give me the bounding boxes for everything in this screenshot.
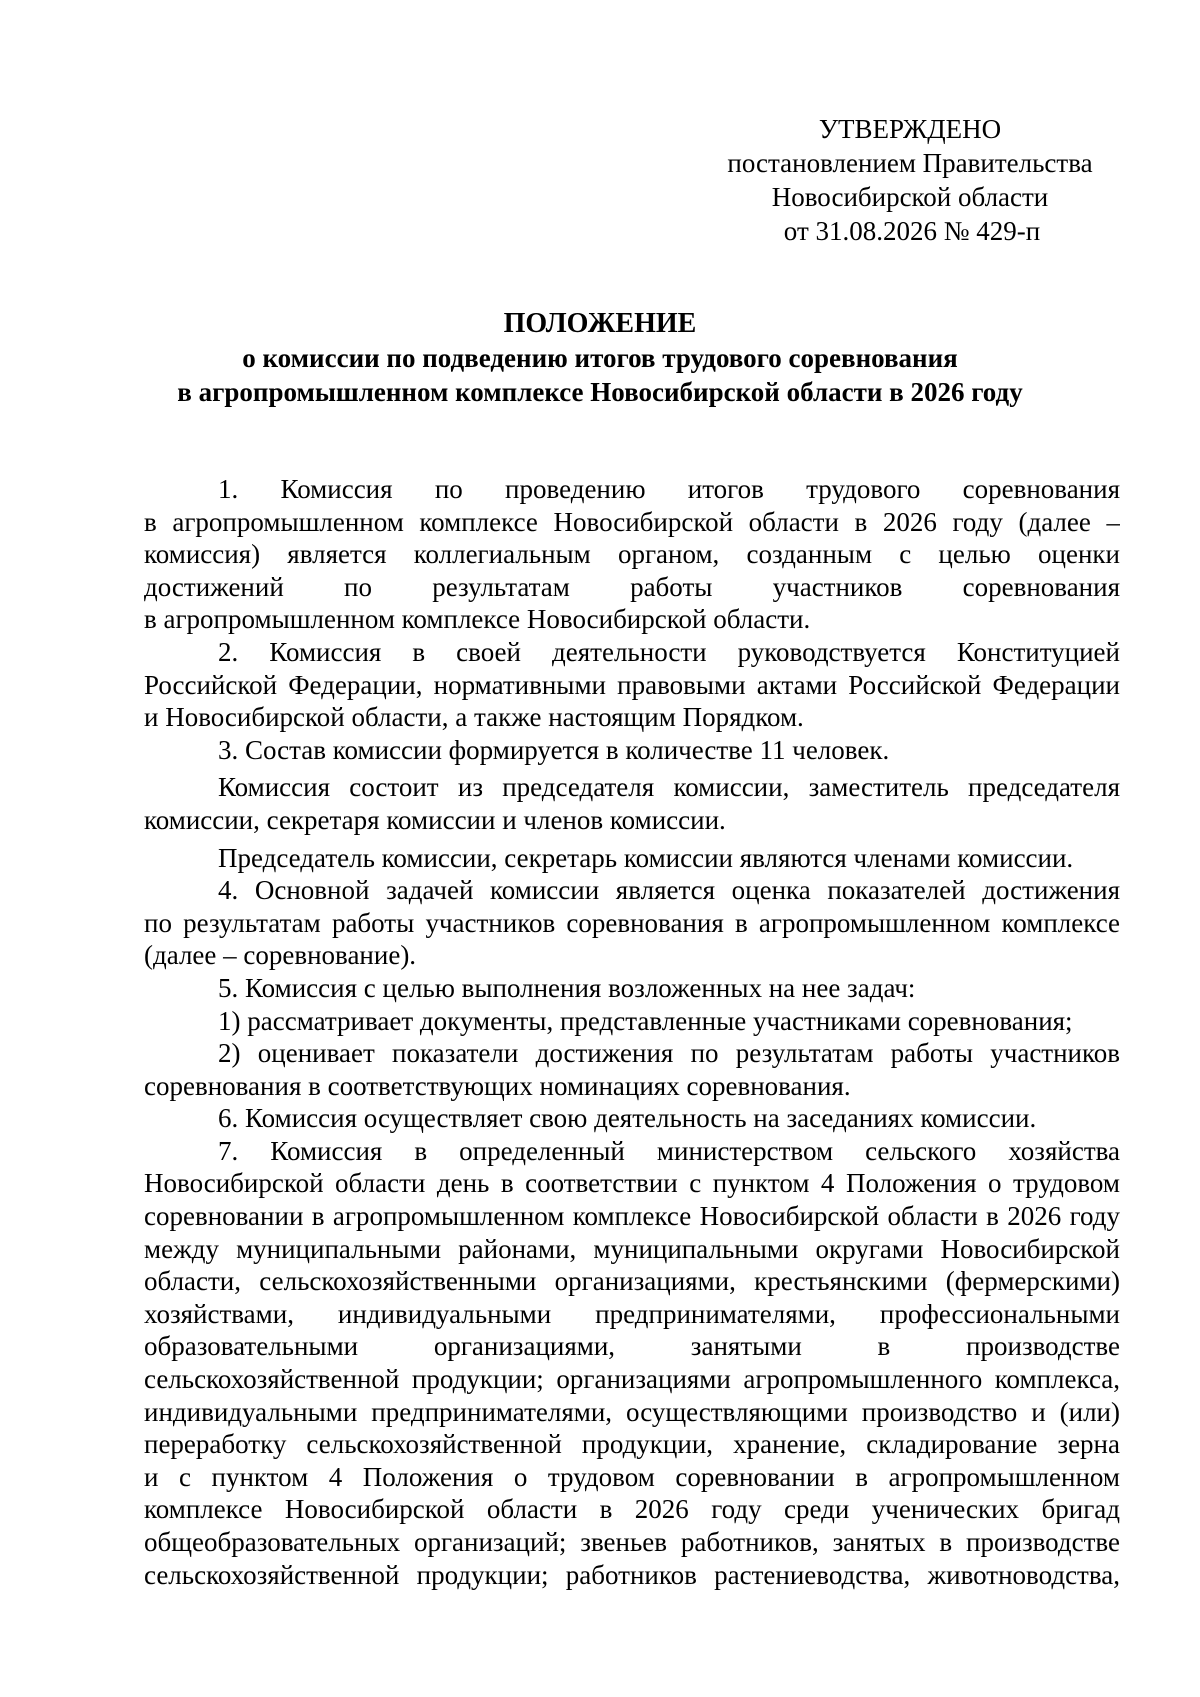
clause-2 bbox=[144, 636, 1120, 734]
text-line: сельскохозяйственной продукции; организациями агропромышленного комплекса, bbox=[144, 1364, 1120, 1395]
approval-heading: УТВЕРЖДЕНО bbox=[818, 114, 1002, 144]
text-line: 4. Основной задачей комиссии является оценка показателей достижения bbox=[218, 875, 1120, 906]
clause-4 bbox=[144, 874, 1120, 972]
approval-region: Новосибирской области bbox=[771, 182, 1049, 212]
text-line: 2) оценивает показатели достижения по результатам работы участников bbox=[218, 1038, 1120, 1069]
clause-3 bbox=[144, 734, 1120, 767]
text-line: соревновании в агропромышленном комплексе Новосибирской области в 2026 году bbox=[144, 1201, 1120, 1232]
text-line: 1. Комиссия по проведению итогов трудового соревнования bbox=[218, 474, 1120, 504]
document-body bbox=[144, 473, 1120, 1591]
title-subtitle-line-2: в агропромышленном комплексе Новосибирской области в 2026 году bbox=[177, 377, 1023, 407]
clause-6 bbox=[144, 1102, 1120, 1135]
clause-5-item-1 bbox=[144, 1005, 1120, 1038]
text-line: комплексе Новосибирской области в 2026 году среди ученических бригад bbox=[144, 1494, 1120, 1525]
text-line: сельскохозяйственной продукции; работников растениеводства, животноводства, bbox=[144, 1559, 1120, 1590]
approval-stamp bbox=[700, 112, 1120, 248]
text-line: в агропромышленном комплексе Новосибирской области в 2026 году (далее – bbox=[144, 506, 1120, 537]
text-line: Председатель комиссии, секретарь комиссии являются членами комиссии. bbox=[218, 842, 1074, 873]
clause-7 bbox=[144, 1135, 1120, 1591]
text-line: 6. Комиссия осуществляет свою деятельность на заседаниях комиссии. bbox=[218, 1103, 1037, 1134]
text-line: области, сельскохозяйственными организациями, крестьянскими (фермерскими) bbox=[144, 1266, 1120, 1297]
clause-3-members bbox=[144, 842, 1120, 875]
clause-5 bbox=[144, 972, 1120, 1005]
text-line: хозяйствами, индивидуальными предпринимателями, профессиональными bbox=[144, 1298, 1120, 1329]
text-line: переработку сельскохозяйственной продукции, хранение, складирование зерна bbox=[144, 1429, 1120, 1460]
text-line: (далее – соревнование). bbox=[144, 940, 417, 971]
text-line: индивидуальными предпринимателями, осуществляющими производство и (или) bbox=[144, 1396, 1120, 1427]
text-line: Новосибирской области день в соответствии с пунктом 4 Положения о трудовом bbox=[144, 1168, 1120, 1199]
text-line: образовательными организациями, занятыми в производстве bbox=[144, 1331, 1120, 1362]
text-line: соревнования в соответствующих номинациях соревнования. bbox=[144, 1070, 851, 1101]
text-line: между муниципальными районами, муниципальными округами Новосибирской bbox=[144, 1233, 1120, 1264]
title-subtitle-line-1: о комиссии по подведению итогов трудового соревнования bbox=[242, 343, 958, 373]
approval-date-number: от 31.08.2026 № 429-п bbox=[783, 216, 1041, 246]
clause-1 bbox=[144, 473, 1120, 636]
text-line: Комиссия состоит из председателя комиссии, заместитель председателя bbox=[218, 772, 1120, 803]
text-line: 1) рассматривает документы, представленные участниками соревнования; bbox=[218, 1005, 1073, 1036]
clause-5-item-2 bbox=[144, 1037, 1120, 1102]
title-main: ПОЛОЖЕНИЕ bbox=[503, 308, 697, 339]
text-line: в агропромышленном комплексе Новосибирской области. bbox=[144, 604, 811, 635]
text-line: общеобразовательных организаций; звеньев работников, занятых в производстве bbox=[144, 1527, 1120, 1557]
text-line: достижений по результатам работы участников соревнования bbox=[144, 571, 1120, 602]
text-line: 2. Комиссия в своей деятельности руководствуется Конституцией bbox=[218, 636, 1120, 667]
text-line: 3. Состав комиссии формируется в количестве 11 человек. bbox=[218, 734, 890, 765]
text-line: и с пунктом 4 Положения о трудовом соревновании в агропромышленном bbox=[144, 1461, 1120, 1492]
text-line: комиссии, секретаря комиссии и членов комиссии. bbox=[144, 804, 726, 835]
text-line: комиссия) является коллегиальным органом, созданным с целью оценки bbox=[144, 539, 1120, 570]
text-line: по результатам работы участников соревнования в агропромышленном комплексе bbox=[144, 907, 1120, 938]
text-line: 5. Комиссия с целью выполнения возложенных на нее задач: bbox=[218, 972, 916, 1003]
text-line: Российской Федерации, нормативными правовыми актами Российской Федерации bbox=[144, 669, 1120, 700]
approval-issuer: постановлением Правительства bbox=[727, 148, 1093, 178]
clause-3-composition bbox=[144, 771, 1120, 836]
document-title bbox=[100, 307, 1100, 409]
text-line: 7. Комиссия в определенный министерством сельского хозяйства bbox=[218, 1135, 1120, 1166]
text-line: и Новосибирской области, а также настоящим Порядком. bbox=[144, 702, 804, 733]
